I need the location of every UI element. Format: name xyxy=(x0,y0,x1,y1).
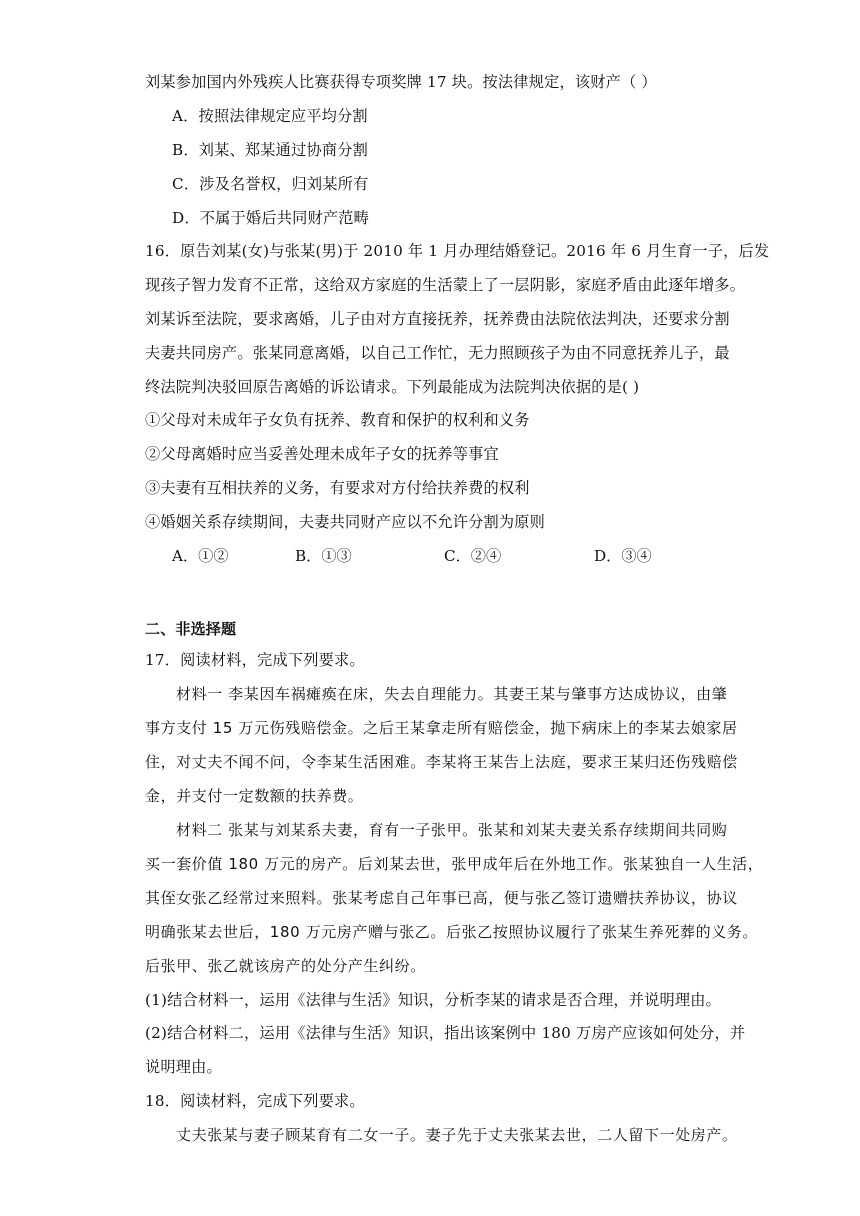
q16-stem-line-3: 刘某诉至法院，要求离婚，儿子由对方直接抚养，抚养费由法院依法判决，还要求分割 xyxy=(145,310,730,328)
q16-statement-3: ③夫妻有互相扶养的义务，有要求对方付给扶养费的权利 xyxy=(145,479,530,497)
q16-stem-line-4: 夫妻共同房产。张某同意离婚，以自己工作忙，无力照顾孩子为由不同意抚养儿子，最 xyxy=(145,344,730,362)
q16-stem-line-5: 终法院判决驳回原告离婚的诉讼请求。下列最能成为法院判决依据的是( ) xyxy=(145,378,640,396)
q17-material2-line-1: 材料二 张某与刘某系夫妻，育有一子张甲。张某和刘某夫妻关系存续期间共同购 xyxy=(176,821,728,839)
q17-material1-line-2: 事方支付 15 万元伤残赔偿金。之后王某拿走所有赔偿金，抛下病床上的李某去娘家居 xyxy=(145,719,738,737)
q16-stem-line-1: 16．原告刘某(女)与张某(男)于 2010 年 1 月办理结婚登记。2016 年 6 月生育一子，后发 xyxy=(145,242,770,260)
q18-stem: 18．阅读材料，完成下列要求。 xyxy=(145,1092,365,1110)
q17-material1-line-4: 金，并支付一定数额的扶养费。 xyxy=(145,787,364,805)
q16-stem-line-2: 现孩子智力发育不正常，这给双方家庭的生活蒙上了一层阴影，家庭矛盾由此逐年增多。 xyxy=(145,276,746,294)
q15-option-c: C．涉及名誉权，归刘某所有 xyxy=(172,175,369,193)
q17-material2-line-3: 其侄女张乙经常过来照料。张某考虑自己年事已高，便与张乙签订遗赠扶养协议，协议 xyxy=(145,889,738,907)
q17-question-1: (1)结合材料一，运用《法律与生活》知识，分析李某的请求是否合理，并说明理由。 xyxy=(145,991,722,1009)
q16-statement-2: ②父母离婚时应当妥善处理未成年子女的抚养等事宜 xyxy=(145,445,499,463)
q18-material-line-1: 丈夫张某与妻子顾某育有二女一子。妻子先于丈夫张某去世，二人留下一处房产。 xyxy=(176,1126,738,1144)
q17-material1-line-1: 材料一 李某因车祸瘫痪在床，失去自理能力。其妻王某与肇事方达成协议，由肇 xyxy=(176,685,728,703)
q17-material2-line-2: 买一套价值 180 万元的房产。后刘某去世，张甲成年后在外地工作。张某独自一人生活， xyxy=(145,855,764,873)
q16-option-c: C．②④ xyxy=(444,547,502,565)
q16-statement-1: ①父母对未成年子女负有抚养、教育和保护的权利和义务 xyxy=(145,411,530,429)
q16-option-b: B．①③ xyxy=(295,547,352,565)
q17-question-2: (2)结合材料二，运用《法律与生活》知识，指出该案例中 180 万房产应该如何处分，并 xyxy=(145,1024,746,1042)
q15-option-d: D．不属于婚后共同财产范畴 xyxy=(172,209,370,227)
q16-option-a: A．①② xyxy=(172,547,229,565)
q17-material2-line-5: 后张甲、张乙就该房产的处分产生纠纷。 xyxy=(145,957,426,975)
q17-question-2-cont: 说明理由。 xyxy=(145,1058,222,1076)
section-heading: 二、非选择题 xyxy=(145,620,237,638)
q15-option-a: A．按照法律规定应平均分割 xyxy=(172,107,368,125)
q16-options-row xyxy=(172,546,692,566)
q16-statement-4: ④婚姻关系存续期间，夫妻共同财产应以不允许分割为原则 xyxy=(145,513,546,531)
q17-material1-line-3: 住，对丈夫不闻不问，令李某生活困难。李某将王某告上法庭，要求王某归还伤残赔偿 xyxy=(145,753,738,771)
q17-stem: 17．阅读材料，完成下列要求。 xyxy=(145,651,365,669)
q15-stem: 刘某参加国内外残疾人比赛获得专项奖牌 17 块。按法律规定，该财产（ ） xyxy=(145,73,657,91)
q16-option-d: D．③④ xyxy=(594,547,652,565)
q15-option-b: B．刘某、郑某通过协商分割 xyxy=(172,141,369,159)
q17-material2-line-4: 明确张某去世后，180 万元房产赠与张乙。后张乙按照协议履行了张某生养死葬的义务。 xyxy=(145,923,759,941)
